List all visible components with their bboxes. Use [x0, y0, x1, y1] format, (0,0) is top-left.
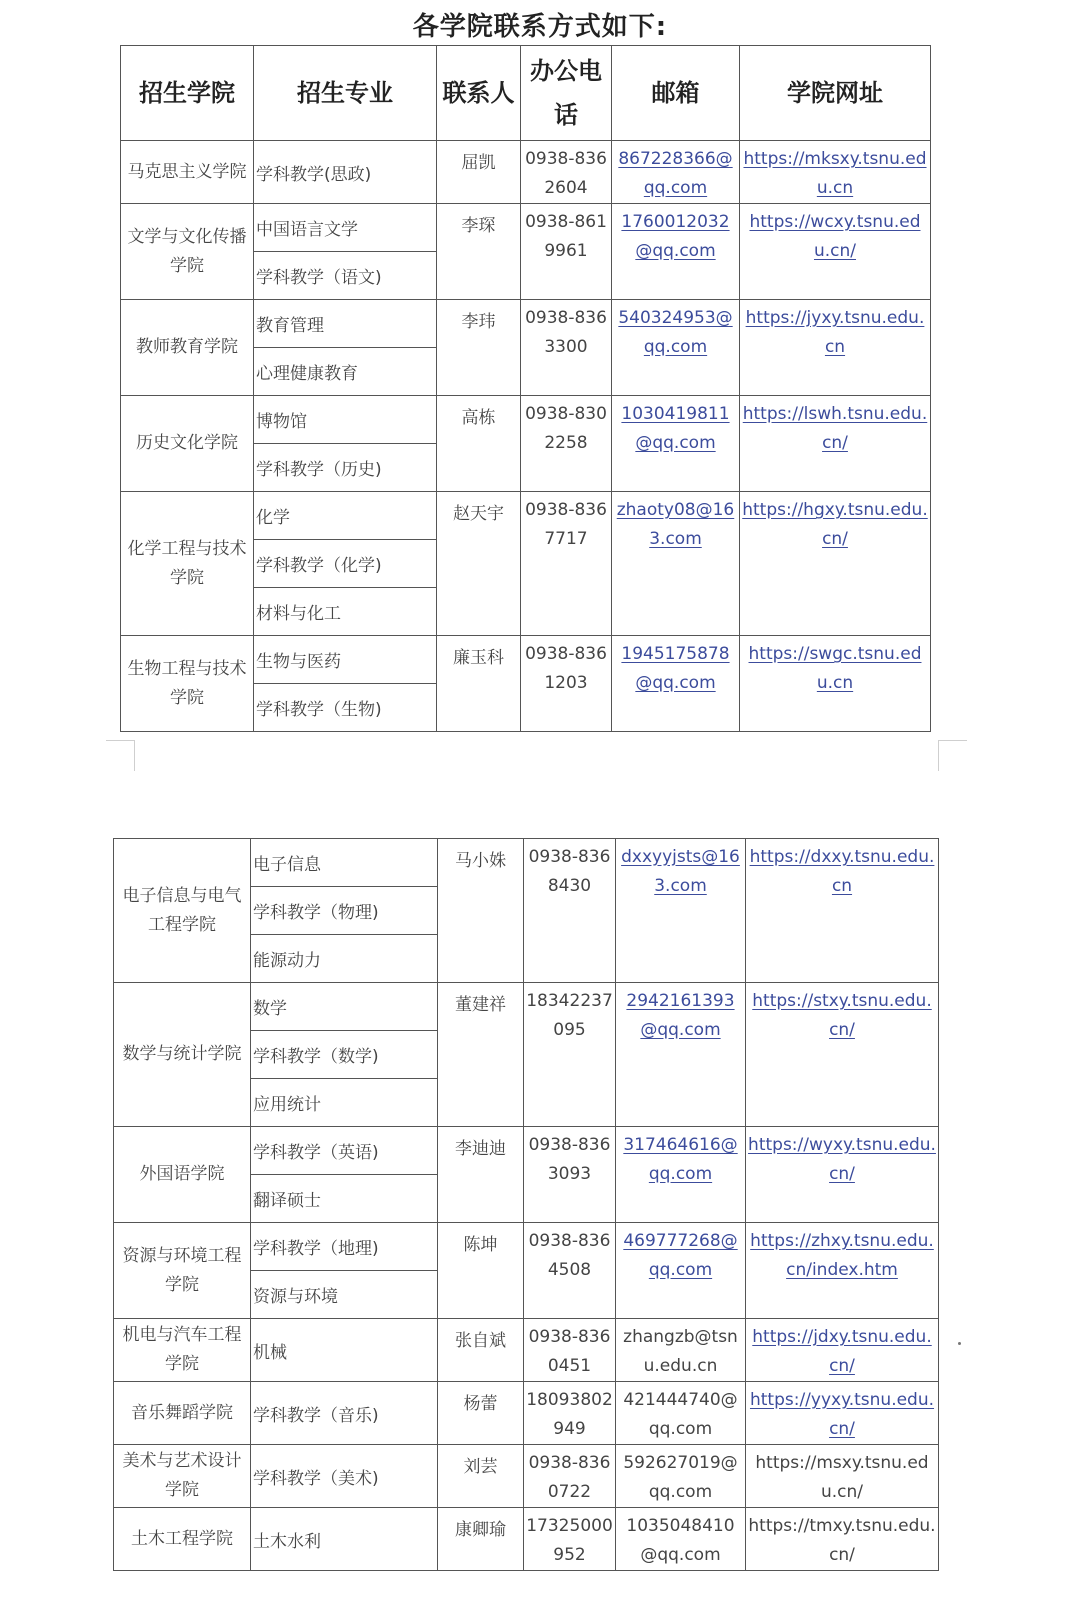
contact-text: 李琛 — [461, 216, 496, 236]
college-cell — [121, 141, 254, 204]
header-email: 邮箱 — [612, 46, 740, 141]
phone-text: 17325000952 — [526, 1516, 613, 1565]
website-cell — [746, 1127, 939, 1223]
college-text: 音乐舞蹈学院 — [131, 1402, 233, 1423]
email-text[interactable]: 1945175878@qq.com — [621, 644, 730, 693]
major-text: 学科教学（英语) — [253, 1143, 379, 1163]
major-text: 生物与医药 — [256, 652, 341, 672]
contact-table-top — [120, 45, 931, 732]
email-text[interactable]: 317464616@qq.com — [623, 1135, 738, 1184]
website-cell — [740, 141, 931, 204]
contact-cell — [437, 204, 521, 300]
contact-text: 张自斌 — [455, 1331, 506, 1351]
major-cell — [251, 1175, 438, 1223]
page-title: 各学院联系方式如下: — [412, 12, 668, 42]
major-text: 学科教学（音乐) — [253, 1405, 379, 1426]
major-text: 博物馆 — [256, 412, 307, 432]
table-row — [114, 1319, 939, 1382]
major-cell — [251, 1445, 438, 1508]
contact-text: 李玮 — [461, 312, 496, 332]
phone-cell — [524, 1445, 616, 1508]
contact-table-bottom — [113, 838, 939, 1571]
header-website: 学院网址 — [740, 46, 931, 141]
website-text[interactable]: https://zhxy.tsnu.edu.cn/index.htm — [750, 1231, 934, 1280]
major-text: 教育管理 — [256, 316, 324, 336]
major-cell — [254, 684, 437, 732]
major-text: 学科教学（历史) — [256, 460, 382, 480]
phone-cell — [524, 1127, 616, 1223]
college-text: 数学与统计学院 — [122, 1044, 242, 1064]
major-cell — [251, 1031, 438, 1079]
email-text[interactable]: zhaoty08@163.com — [616, 500, 735, 549]
email-cell — [616, 1508, 746, 1571]
college-cell — [121, 636, 254, 732]
phone-cell — [524, 983, 616, 1127]
college-text: 文学与文化传播学院 — [127, 226, 247, 276]
website-text: https://tmxy.tsnu.edu.cn/ — [748, 1516, 936, 1565]
major-text: 数学 — [253, 999, 287, 1019]
college-text: 美术与艺术设计学院 — [122, 1451, 242, 1500]
table-row — [121, 396, 931, 444]
contact-cell — [437, 396, 521, 492]
table-row — [114, 1382, 939, 1445]
major-text: 化学 — [256, 508, 290, 528]
website-text[interactable]: https://jdxy.tsnu.edu.cn/ — [752, 1327, 932, 1376]
contact-cell — [438, 983, 524, 1127]
major-text: 翻译硕士 — [253, 1191, 321, 1211]
major-text: 机械 — [253, 1342, 287, 1363]
major-text: 材料与化工 — [256, 604, 341, 624]
website-text[interactable]: https://wyxy.tsnu.edu.cn/ — [748, 1135, 936, 1184]
website-text[interactable]: https://jyxy.tsnu.edu.cn — [745, 308, 925, 357]
major-cell — [251, 1223, 438, 1271]
major-text: 心理健康教育 — [256, 364, 358, 384]
email-cell — [612, 492, 740, 636]
phone-text: 0938-8363300 — [525, 308, 607, 357]
contact-cell — [437, 141, 521, 204]
major-cell — [251, 1508, 438, 1571]
major-text: 学科教学（物理) — [253, 903, 379, 923]
table-row — [114, 1508, 939, 1571]
contact-text: 马小姝 — [455, 851, 506, 871]
contact-cell — [437, 300, 521, 396]
major-text: 土木水利 — [253, 1531, 321, 1552]
college-text: 教师教育学院 — [136, 337, 238, 357]
phone-text: 0938-8302258 — [525, 404, 607, 453]
major-cell — [254, 396, 437, 444]
college-cell — [114, 1223, 251, 1319]
email-cell — [612, 636, 740, 732]
major-cell — [254, 540, 437, 588]
contact-text: 康卿瑜 — [455, 1520, 506, 1540]
contact-cell — [438, 839, 524, 983]
header-contact: 联系人 — [437, 46, 521, 141]
college-text: 外国语学院 — [139, 1164, 225, 1184]
table-row — [114, 839, 939, 887]
phone-text: 0938-8360722 — [528, 1453, 611, 1502]
contact-cell — [438, 1382, 524, 1445]
website-cell — [740, 636, 931, 732]
major-text: 学科教学（生物) — [256, 700, 382, 720]
phone-text: 18093802949 — [526, 1390, 613, 1439]
major-cell — [251, 1079, 438, 1127]
website-cell — [746, 1445, 939, 1508]
email-cell — [612, 300, 740, 396]
college-text: 机电与汽车工程学院 — [122, 1325, 242, 1374]
major-cell — [251, 887, 438, 935]
contact-text: 屈凯 — [461, 153, 496, 173]
email-text: 421444740@qq.com — [623, 1390, 738, 1439]
email-text[interactable]: 469777268@qq.com — [623, 1231, 738, 1280]
website-text[interactable]: https://swgc.tsnu.edu.cn — [748, 644, 922, 693]
college-cell — [121, 396, 254, 492]
major-cell — [254, 444, 437, 492]
email-cell — [612, 204, 740, 300]
major-text: 学科教学（数学) — [253, 1047, 379, 1067]
major-text: 学科教学(思政) — [256, 164, 372, 185]
phone-cell — [521, 492, 612, 636]
website-text[interactable]: https://dxxy.tsnu.edu.cn — [749, 847, 935, 896]
college-text: 电子信息与电气工程学院 — [122, 885, 242, 935]
phone-text: 0938-8619961 — [525, 212, 607, 261]
phone-text: 0938-8368430 — [528, 847, 611, 896]
college-cell — [114, 839, 251, 983]
major-cell — [251, 935, 438, 983]
college-cell — [114, 1445, 251, 1508]
college-cell — [114, 1382, 251, 1445]
contact-text: 李迪迪 — [455, 1139, 506, 1159]
phone-cell — [524, 1508, 616, 1571]
email-cell — [616, 1382, 746, 1445]
table-row — [114, 1223, 939, 1271]
email-text: 1035048410@qq.com — [626, 1516, 735, 1565]
website-text[interactable]: https://wcxy.tsnu.edu.cn/ — [749, 212, 921, 261]
email-cell — [612, 396, 740, 492]
email-cell — [616, 839, 746, 983]
major-text: 学科教学（化学) — [256, 556, 382, 576]
major-cell — [251, 983, 438, 1031]
phone-text: 0938-8360451 — [528, 1327, 611, 1376]
phone-text: 0938-8361203 — [525, 644, 607, 693]
website-text[interactable]: https://hgxy.tsnu.edu.cn/ — [742, 500, 928, 549]
phone-cell — [524, 1223, 616, 1319]
page-corner-left — [106, 740, 135, 771]
college-cell — [121, 300, 254, 396]
email-text[interactable]: 867228366@qq.com — [618, 149, 733, 198]
table-row — [121, 492, 931, 540]
table-row — [121, 141, 931, 204]
website-text[interactable]: https://mksxy.tsnu.edu.cn — [743, 149, 927, 198]
table-row — [114, 983, 939, 1031]
table-row — [114, 1445, 939, 1508]
website-cell — [746, 1382, 939, 1445]
contact-cell — [438, 1508, 524, 1571]
college-cell — [114, 983, 251, 1127]
major-cell — [254, 204, 437, 252]
major-text: 学科教学（美术) — [253, 1468, 379, 1489]
major-cell — [254, 588, 437, 636]
email-text[interactable]: 1030419811@qq.com — [621, 404, 730, 453]
phone-cell — [521, 141, 612, 204]
phone-text: 18342237095 — [526, 991, 613, 1040]
website-cell — [740, 300, 931, 396]
email-text[interactable]: 540324953@qq.com — [618, 308, 733, 357]
phone-cell — [521, 396, 612, 492]
contact-cell — [438, 1223, 524, 1319]
email-cell — [616, 1445, 746, 1508]
email-text[interactable]: 1760012032@qq.com — [621, 212, 730, 261]
email-cell — [612, 141, 740, 204]
major-cell — [251, 839, 438, 887]
phone-cell — [521, 300, 612, 396]
contact-cell — [437, 636, 521, 732]
email-text: zhangzb@tsnu.edu.cn — [623, 1327, 738, 1376]
major-text: 电子信息 — [253, 855, 321, 875]
email-cell — [616, 1223, 746, 1319]
major-text: 学科教学（地理) — [253, 1239, 379, 1259]
header-college: 招生学院 — [121, 46, 254, 141]
college-text: 历史文化学院 — [136, 433, 238, 453]
page-corner-right — [938, 740, 967, 771]
college-cell — [121, 204, 254, 300]
major-cell — [254, 141, 437, 204]
header-major: 招生专业 — [254, 46, 437, 141]
college-text: 资源与环境工程学院 — [122, 1245, 242, 1295]
email-text[interactable]: 2942161393@qq.com — [626, 991, 735, 1040]
contact-cell — [438, 1127, 524, 1223]
phone-cell — [521, 636, 612, 732]
major-cell — [251, 1127, 438, 1175]
college-text: 化学工程与技术学院 — [127, 538, 247, 588]
college-cell — [114, 1127, 251, 1223]
college-text: 马克思主义学院 — [127, 161, 247, 182]
phone-text: 0938-8362604 — [525, 149, 607, 198]
contact-text: 董建祥 — [455, 995, 506, 1015]
phone-cell — [524, 1382, 616, 1445]
table-row — [121, 204, 931, 252]
contact-text: 杨蕾 — [463, 1394, 498, 1414]
website-cell — [740, 396, 931, 492]
major-cell — [251, 1382, 438, 1445]
website-cell — [746, 839, 939, 983]
major-cell — [251, 1319, 438, 1382]
table-row — [121, 300, 931, 348]
major-cell — [254, 492, 437, 540]
major-text: 资源与环境 — [253, 1287, 338, 1307]
major-cell — [254, 348, 437, 396]
phone-text: 0938-8367717 — [525, 500, 607, 549]
major-text: 应用统计 — [253, 1095, 321, 1115]
website-cell — [746, 1508, 939, 1571]
contact-cell — [438, 1445, 524, 1508]
contact-text: 陈坤 — [463, 1235, 498, 1255]
website-cell — [746, 1223, 939, 1319]
email-cell — [616, 1319, 746, 1382]
contact-cell — [437, 492, 521, 636]
contact-cell — [438, 1319, 524, 1382]
major-cell — [254, 252, 437, 300]
phone-cell — [521, 204, 612, 300]
contact-text: 高栋 — [461, 408, 496, 428]
contact-text: 刘芸 — [463, 1457, 498, 1477]
website-cell — [740, 204, 931, 300]
college-cell — [114, 1319, 251, 1382]
email-text[interactable]: dxxyyjsts@163.com — [621, 847, 740, 896]
college-text: 生物工程与技术学院 — [127, 658, 247, 708]
major-cell — [251, 1271, 438, 1319]
table-row — [121, 636, 931, 684]
contact-text: 赵天宇 — [453, 504, 504, 524]
major-cell — [254, 300, 437, 348]
table-row — [114, 1127, 939, 1175]
phone-cell — [524, 1319, 616, 1382]
phone-text: 0938-8364508 — [528, 1231, 611, 1280]
college-text: 土木工程学院 — [131, 1528, 233, 1549]
major-text: 中国语言文学 — [256, 220, 358, 240]
college-cell — [121, 492, 254, 636]
major-text: 能源动力 — [253, 951, 321, 971]
website-cell — [746, 1319, 939, 1382]
header-phone: 办公电话 — [521, 46, 612, 141]
major-text: 学科教学（语文) — [256, 268, 382, 288]
website-text: https://msxy.tsnu.edu.cn/ — [755, 1453, 929, 1502]
website-cell — [746, 983, 939, 1127]
email-cell — [616, 983, 746, 1127]
college-cell — [114, 1508, 251, 1571]
phone-cell — [524, 839, 616, 983]
website-text[interactable]: https://stxy.tsnu.edu.cn/ — [752, 991, 932, 1040]
website-text[interactable]: https://yyxy.tsnu.edu.cn/ — [749, 1390, 935, 1439]
major-cell — [254, 636, 437, 684]
contact-text: 廉玉科 — [453, 648, 504, 668]
email-text: 592627019@qq.com — [623, 1453, 738, 1502]
website-cell — [740, 492, 931, 636]
website-text[interactable]: https://lswh.tsnu.edu.cn/ — [742, 404, 928, 453]
phone-text: 0938-8363093 — [528, 1135, 611, 1184]
stray-dot — [958, 1342, 961, 1345]
email-cell — [616, 1127, 746, 1223]
